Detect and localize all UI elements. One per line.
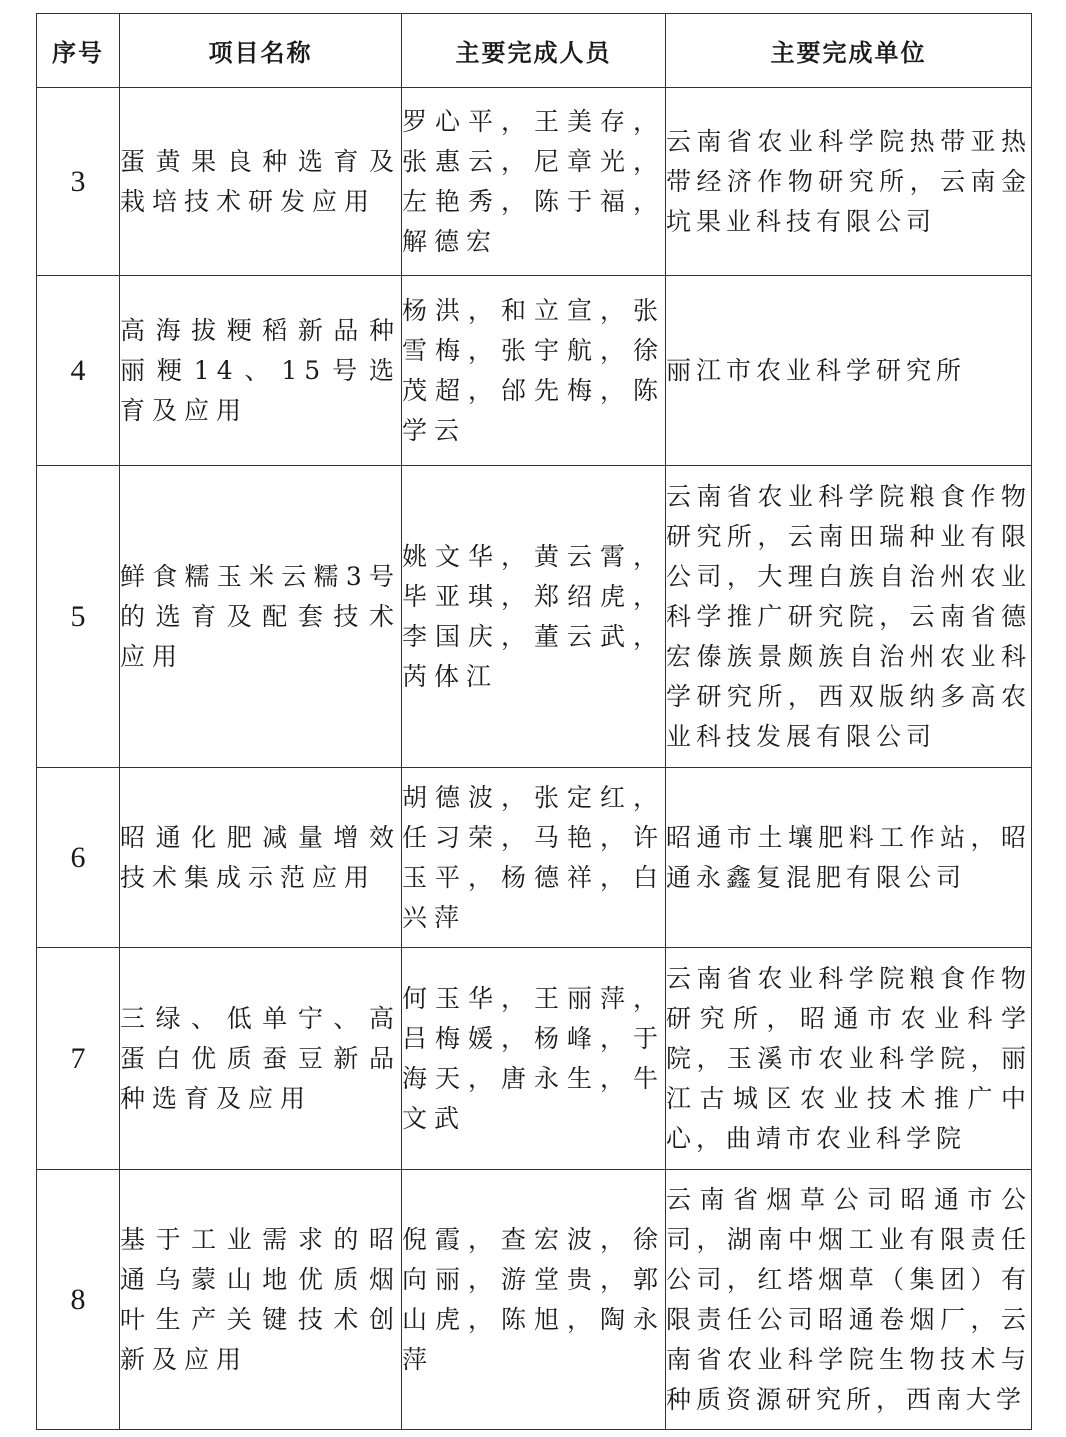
row-seq: 5 <box>37 466 120 768</box>
row-people: 何玉华，王丽萍，吕梅媛，杨峰，于海天，唐永生，牛文武 <box>402 948 666 1170</box>
row-seq: 6 <box>37 768 120 948</box>
table-row <box>37 1170 1032 1430</box>
row-project-name: 高海拔粳稻新品种丽粳14、15号选育及应用 <box>120 276 402 466</box>
row-units: 云南省农业科学院粮食作物研究所，云南田瑞种业有限公司，大理白族自治州农业科学推广研究院，云南省德宏傣族景颇族自治州农业科学研究所，西双版纳多高农业科技发展有限公司 <box>666 466 1032 768</box>
row-people: 罗心平，王美存，张惠云，尼章光，左艳秀，陈于福，解德宏 <box>402 88 666 276</box>
row-project-name: 昭通化肥减量增效技术集成示范应用 <box>120 768 402 948</box>
table-row <box>37 88 1032 276</box>
row-people: 倪霞，查宏波，徐向丽，游堂贵，郭山虎，陈旭，陶永萍 <box>402 1170 666 1430</box>
header-row <box>37 14 1032 88</box>
table-row <box>37 768 1032 948</box>
row-units: 云南省农业科学院热带亚热带经济作物研究所，云南金坑果业科技有限公司 <box>666 88 1032 276</box>
awards-table <box>36 13 1032 1430</box>
row-seq: 8 <box>37 1170 120 1430</box>
header-project-name: 项目名称 <box>120 14 402 88</box>
row-project-name: 基于工业需求的昭通乌蒙山地优质烟叶生产关键技术创新及应用 <box>120 1170 402 1430</box>
header-seq: 序号 <box>37 14 120 88</box>
row-seq: 7 <box>37 948 120 1170</box>
header-main-units: 主要完成单位 <box>666 14 1032 88</box>
row-units: 云南省烟草公司昭通市公司，湖南中烟工业有限责任公司，红塔烟草（集团）有限责任公司昭通卷烟厂，云南省农业科学院生物技术与种质资源研究所，西南大学 <box>666 1170 1032 1430</box>
row-seq: 4 <box>37 276 120 466</box>
table-row <box>37 276 1032 466</box>
row-units: 云南省农业科学院粮食作物研究所，昭通市农业科学院，玉溪市农业科学院，丽江古城区农业技术推广中心，曲靖市农业科学院 <box>666 948 1032 1170</box>
row-project-name: 蛋黄果良种选育及栽培技术研发应用 <box>120 88 402 276</box>
row-units: 昭通市土壤肥料工作站，昭通永鑫复混肥有限公司 <box>666 768 1032 948</box>
table-row <box>37 948 1032 1170</box>
row-people: 杨洪，和立宣，张雪梅，张宇航，徐茂超，邰先梅，陈学云 <box>402 276 666 466</box>
header-main-people: 主要完成人员 <box>402 14 666 88</box>
row-project-name: 鲜食糯玉米云糯3号的选育及配套技术应用 <box>120 466 402 768</box>
row-seq: 3 <box>37 88 120 276</box>
table-row <box>37 466 1032 768</box>
row-people: 姚文华，黄云霄，毕亚琪，郑绍虎，李国庆，董云武，芮体江 <box>402 466 666 768</box>
row-people: 胡德波，张定红，任习荣，马艳，许玉平，杨德祥，白兴萍 <box>402 768 666 948</box>
row-units: 丽江市农业科学研究所 <box>666 276 1032 466</box>
row-project-name: 三绿、低单宁、高蛋白优质蚕豆新品种选育及应用 <box>120 948 402 1170</box>
